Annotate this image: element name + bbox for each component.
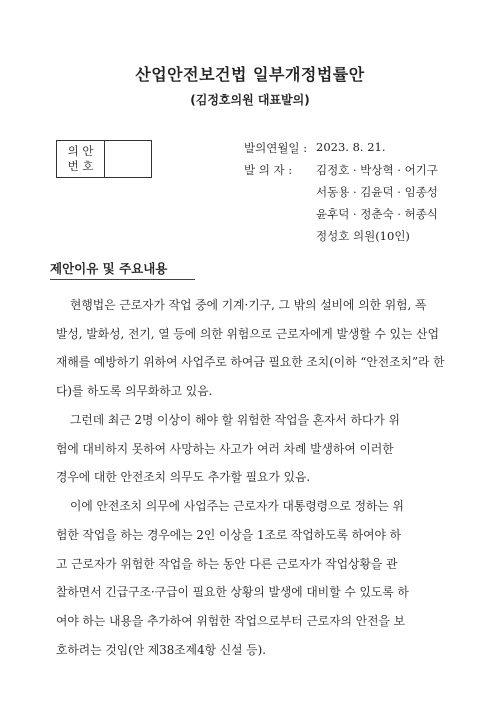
- body-line: 험에 대비하지 못하여 사망하는 사고가 여러 차례 발생하여 이러한: [56, 442, 394, 456]
- body-line: 경우에 대한 안전조치 의무도 추가할 필요가 있음.: [56, 470, 311, 484]
- body-line: 이에 안전조치 의무에 사업주는 근로자가 대통령령으로 정하는 위: [70, 499, 404, 513]
- proposer-line: 서동용 · 김윤덕 · 임종성: [316, 185, 438, 199]
- bill-number-box: [56, 140, 152, 178]
- body-line: 그런데 최근 2명 이상이 해야 할 위험한 작업을 혼자서 하다가 위: [70, 413, 400, 427]
- document-subtitle: (김정호의원 대표발의): [190, 93, 310, 107]
- proposer-line: 정성호 의원(10인): [316, 229, 410, 243]
- body-line: 험한 작업을 하는 경우에는 2인 이상을 1조로 작업하도록 하여야 하: [56, 528, 402, 542]
- body-line: 다)를 하도록 의무화하고 있음.: [56, 384, 213, 398]
- body-line: 찰하면서 긴급구조·구급이 필요한 상황의 발생에 대비할 수 있도록 하: [56, 585, 409, 599]
- section-heading: 제안이유 및 주요내용: [50, 261, 168, 276]
- body-line: 현행법은 근로자가 작업 중에 기계·기구, 그 밖의 설비에 의한 위험, 폭: [70, 298, 427, 312]
- document-title: 산업안전보건법 일부개정법률안: [135, 65, 365, 84]
- heading-underline: [50, 279, 195, 280]
- body-line: 호하려는 것임(안 제38조제4항 신설 등).: [56, 643, 267, 657]
- bill-number-label-line1: 의 안: [67, 144, 94, 158]
- proposer-line: 윤후덕 · 정춘숙 · 허종식: [316, 207, 438, 221]
- body-line: 여야 하는 내용을 추가하여 위험한 작업으로부터 근로자의 안전을 보: [56, 614, 406, 628]
- body-line: 고 근로자가 위험한 작업을 하는 동안 다른 근로자가 작업상황을 관: [56, 557, 398, 571]
- proposer-line: 김정호 · 박상혁 · 어기구: [316, 163, 438, 177]
- bill-number-label: [57, 141, 105, 177]
- proposal-date-label: 발의연월일 :: [244, 141, 308, 155]
- proposer-label: 발 의 자 :: [244, 163, 293, 177]
- body-line: 재해를 예방하기 위하여 사업주로 하여금 필요한 조치(이하 “안전조치”라 한: [56, 355, 445, 369]
- body-line: 발성, 발화성, 전기, 열 등에 의한 위험으로 근로자에게 발생할 수 있는 산업: [56, 327, 439, 341]
- bill-number-label-line2: 번 호: [67, 159, 94, 173]
- proposal-date-value: 2023. 8. 21.: [316, 140, 386, 154]
